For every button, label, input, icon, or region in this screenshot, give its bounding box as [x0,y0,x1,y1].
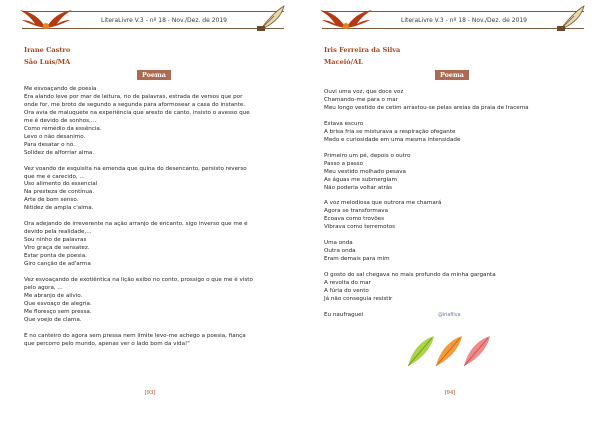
poem-line: me é devido de sonhos,... [24,117,97,124]
winged-emblem-icon [318,6,374,32]
poem-line: que me é carecido, ... [24,173,85,180]
poem-line: Viro graça de sensatez. [24,245,90,252]
poem-line: Meu longo vestido de cetim arrastou-se pelas areias da praia de Iracema [324,104,529,111]
author-city: Maceió/AL [324,58,363,66]
poem-stanza [24,86,286,158]
poem-line: Ora adejando de irreverente na ação arranjo de encanto, sigo inverso que me é [24,221,248,228]
poem-line: O gosto do sal chegava no mais profundo da minha garganta [324,272,496,279]
poem-text [24,86,286,357]
poem-line: Ecoava como trovões [324,216,385,223]
poem-stanza [324,240,586,264]
poem-line: Me abranjo de alívio. [24,292,83,299]
poem-line: Outra onda [324,248,356,255]
poem-line: Ora avia de maluquete na experiência que aresto de canto, insisto o avesso que [24,109,250,116]
poem-stanza [324,272,586,304]
poem-line: Como remédio da essência. [24,125,102,132]
poem-line: Primeiro um pé, depois o outro [324,152,411,159]
poem-stanza [324,89,586,113]
poem-line: Vibrava como terremotos [324,224,396,231]
author-credit: @iriafilva [438,313,461,318]
poem-text [324,89,586,328]
poem-line: pelo agora, ... [24,284,63,291]
poem-line: Sou ninho de palavras [24,237,87,244]
poem-line: A revolta do mar [324,280,371,287]
quill-pen-icon [256,4,286,32]
poem-line: Vez esvoaçando de exotiêntica na lição exibo no conto, prossigo o que me é visto [24,277,253,284]
author-name: Irane Castro [24,46,71,54]
poem-stanza [24,333,286,349]
poem-line: Me esvoaçando de poesia [24,86,97,92]
author-name: Iris Ferreira da Silva [324,46,401,54]
poem-line: Uma onda [324,240,353,247]
page-header [322,8,584,32]
poem-line: Na presteza de contínua. [24,189,95,196]
poem-line: Para desatar o nó. [24,141,75,148]
poem-line: As águas me submergiam [324,176,397,183]
poem-line: Giro canção de ad'arma [24,261,91,268]
poem-line: E no canteiro do agora sem pressa nem limite levo-me achego a poesia, fiança [24,332,246,339]
poem-line: Me floresço sem pressa. [24,308,92,315]
poem-line: Eu naufraguei [324,311,364,318]
poem-line: A fúria do vento [324,288,369,295]
poem-line: Estar ponta de poesia. [24,253,87,260]
green-feather-icon [408,336,434,366]
poem-stanza [24,166,286,214]
page-header [22,8,284,32]
poem-line: Levo o não desanimo. [24,133,86,140]
poem-line: Que voejo de clama. [24,316,82,323]
poem-line: onde for, me broto de segundo a segunda para aformosear a casa do instante. [24,101,246,108]
winged-emblem-icon [18,6,74,32]
poem-line: Estava escuro [324,120,364,127]
poem-line: Nitidez de ampla c'alma. [24,205,94,212]
poem-stanza [24,277,286,325]
poem-line: Agora se transformava [324,208,389,215]
poem-line: Arte de bom senso. [24,197,79,204]
header-text: LiteraLivre V.3 - nº 18 - Nov./Dez. de 2019 [400,17,527,24]
poem-line: Já não conseguia resistir [324,296,393,303]
poem-line: Chamando-me para o mar [324,96,398,103]
poem-stanza [24,221,286,269]
poem-line: Medo e curiosidade em uma mesma intensidade [324,136,461,143]
poem-line: Eram demais para mim [324,256,390,263]
genre-badge: Poema [435,70,469,80]
poem-stanza [324,153,586,193]
right-page [300,0,600,424]
poem-line: A voz melodiosa que outrora me chamará [324,200,442,207]
poem-line: Passo a passo [324,160,364,167]
genre-badge: Poema [137,70,171,80]
quill-pen-icon [556,4,586,32]
poem-line: A brisa fria se misturava a respiração ofegante [324,128,456,135]
poem-line: Era alando leve por mar de leitura, rio de palavras, estrada de versos que por [24,93,243,100]
poem-line: Não poderia voltar atrás [324,184,393,191]
poem-line: que percorro pelo mundo, apenas ver o lado bom da vida!" [24,340,190,347]
pink-feather-icon [464,336,490,366]
author-city: São Luís/MA [24,58,71,66]
poem-line: Uso alimento do essencial [24,181,98,188]
page-number: [93] [144,390,156,396]
poem-line: Vez voando de esquisita na emenda que quina do desencanto, persisto reverso [24,165,247,172]
poem-line: Solidez de alforriar alma. [24,149,95,156]
poem-line: devido pela realidade,... [24,229,92,236]
header-text: LiteraLivre V.3 - nº 18 - Nov./Dez. de 2019 [100,17,227,24]
feathers-illustration [404,322,500,370]
poem-line: Meu vestido molhado pesava [324,168,406,175]
poem-line: Que esvoaço de alegria. [24,300,92,307]
poem-line: Ouvi uma voz, que doce voz [324,89,404,95]
page-number: [94] [444,390,456,396]
poem-stanza [324,121,586,145]
poem-stanza [324,200,586,232]
orange-feather-icon [436,336,462,366]
